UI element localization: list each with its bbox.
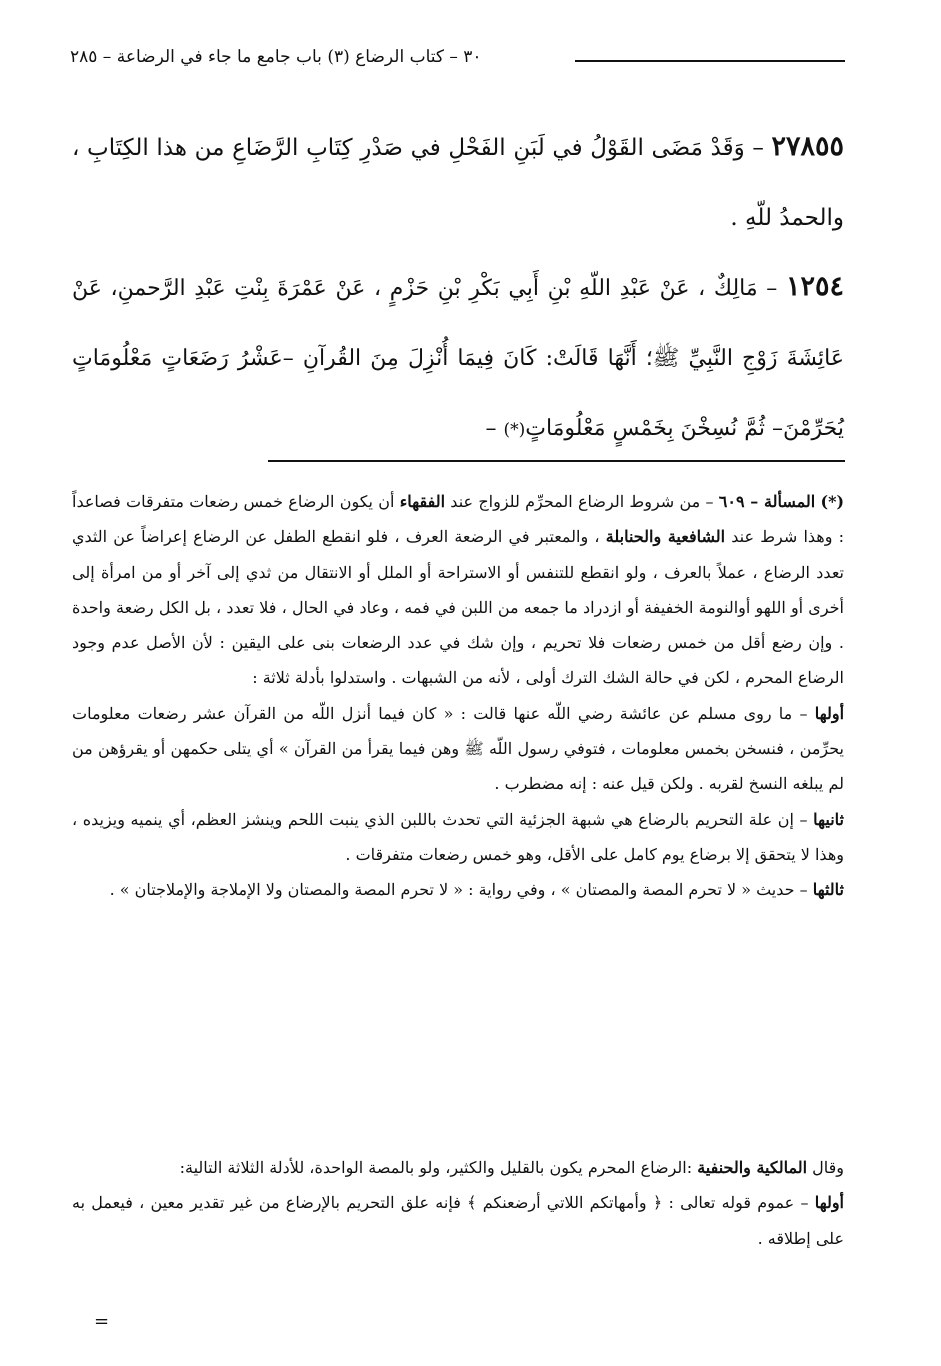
evidence-text: – عموم قوله تعالى : ﴿ وأمهاتكم اللاتي أرضعنكم ﴾ فإنه علق التحريم بالإرضاع من غير تقدير معين ، فيعمل به على إطلاقه .	[72, 1193, 844, 1248]
footnote-separator	[268, 460, 845, 462]
hadith-text: – مَالِكٌ ، عَنْ عَبْدِ اللّهِ بْنِ أَبِي بَكْرِ بْنِ حَزْمٍ ، عَنْ عَمْرَةَ بِنْتِ عَبْدِ الرَّحمنِ، عَنْ عَائِشَةَ زَوْجِ النَّبِيِّ ﷺ؛ أَنَّهَا قَالَتْ: كَانَ فِيمَا أُنْزِلَ مِنَ القُرآنِ –عَشْرُ رَضَعَاتٍ مَعْلُومَاتٍ يُحَرِّمْنَ– ثُمَّ نُسِخْنَ بِخَمْسٍ مَعْلُومَاتٍ	[72, 276, 844, 441]
footnote-text: :الرضاع المحرم يكون بالقليل والكثير، ولو بالمصة الواحدة، للأدلة الثلاثة التالية:	[179, 1158, 698, 1177]
evidence-text: – ما روى مسلم عن عائشة رضي اللّه عنها قالت : « كان فيما أنزل اللّه من القرآن عشر رضعات معلومات يحرِّمن ، فنسخن بخمس معلومات ، فتوفي رسول اللّه ﷺ وهن فيما يقرأ من القرآن » أي يتلى حكمهن أو يقرؤهن من لم يبلغه النسخ لقربه . ولكن قيل عنه : إنه مضطرب .	[72, 703, 845, 794]
hadith-1254	[72, 252, 844, 465]
footnote	[72, 484, 844, 908]
evidence-label: ثانيها	[813, 809, 844, 829]
maliki-evidence-first	[72, 1185, 844, 1256]
running-header	[70, 40, 845, 70]
fuqaha-term: الفقهاء	[399, 492, 446, 511]
evidence-text: – حديث « لا تحرم المصة والمصتان » ، وفي رواية : « لا تحرم المصة والمصتان ولا الإملاجة والإملاجتان » .	[109, 880, 813, 900]
maliki-intro	[72, 1150, 844, 1185]
footnote-text: ، والمعتبر في الرضعة العرف ، فلو انقطع الطفل عن الرضاع إعراضاً عن الثدي تعدد الرضاع ، عملاً بالعرف ، ولو انقطع للتنفس أو الاستراحة أو الملل أو الانتقال من ثدي إلى آخر أو من امرأة إلى أخرى أو اللهو أوالنومة الخفيفة أو ازدراد ما جمعه من اللبن في فمه ، وعاد في الحال ، فلا تعدد ، بل الكل رضعة واحدة . وإن رضع أقل من خمس رضعات فلا تحريم ، وإن شك في عدد الرضعات بنى على اليقين : لأن الأصل عدم وجود الرضاع المحرم ، لكن في حالة الشك الترك أولى ، لأنه من الشبهات . واستدلوا بأدلة ثلاثة :	[72, 527, 844, 688]
footnote-maliki-hanafi	[72, 1150, 844, 1256]
footnote-text: – من شروط الرضاع المحرِّم للزواج عند	[445, 492, 719, 511]
hadith-tail: –	[485, 416, 504, 441]
hadith-number: ١٢٥٤	[785, 271, 844, 302]
footnote-intro	[72, 484, 844, 696]
evidence-second	[72, 802, 844, 873]
evidence-first	[72, 696, 844, 802]
paragraph-text: – وَقَدْ مَضَى القَوْلُ في لَبَنِ الفَحْلِ في صَدْرِ كِتَابِ الرَّضَاعِ من هذا الكِتَابِ ، والحمدُ للّهِ .	[72, 135, 844, 231]
footnote-text: أن يكون الرضاع خمس رضعات متفرقات فصاعداً : وهذا شرط عند	[72, 492, 845, 547]
evidence-label: ثالثها	[812, 880, 844, 900]
footnote-reference[interactable]: (*)	[503, 420, 526, 440]
evidence-third	[72, 872, 844, 907]
footnote-marker: (*)	[820, 492, 845, 511]
issue-label: المسألة – ٦٠٩	[718, 492, 816, 511]
running-title: ٣٠ – كتاب الرضاع (٣) باب جامع ما جاء في الرضاعة – ٢٨٥	[70, 47, 482, 67]
paragraph-number: ٢٧٨٥٥	[771, 131, 845, 162]
evidence-text: – إن علة التحريم بالرضاع هي شبهة الجزئية التي تحدث باللبن الذي ينبت اللحم وينشز العظم، أي ينميه ويزيده ، وهذا لا يتحقق إلا برضاع يوم كامل على الأقل، وهو خمس رضعات متفرقات .	[72, 809, 844, 864]
footnote-text: وقال	[807, 1158, 844, 1177]
evidence-label: أولها	[814, 1193, 844, 1213]
evidence-label: أولها	[814, 703, 845, 723]
paragraph-27855	[72, 112, 844, 253]
continuation-mark: =	[94, 1311, 110, 1332]
header-rule	[575, 60, 845, 62]
schools-shafii-hanbali: الشافعية والحنابلة	[605, 527, 726, 547]
schools-maliki-hanafi: المالكية والحنفية	[697, 1158, 808, 1177]
